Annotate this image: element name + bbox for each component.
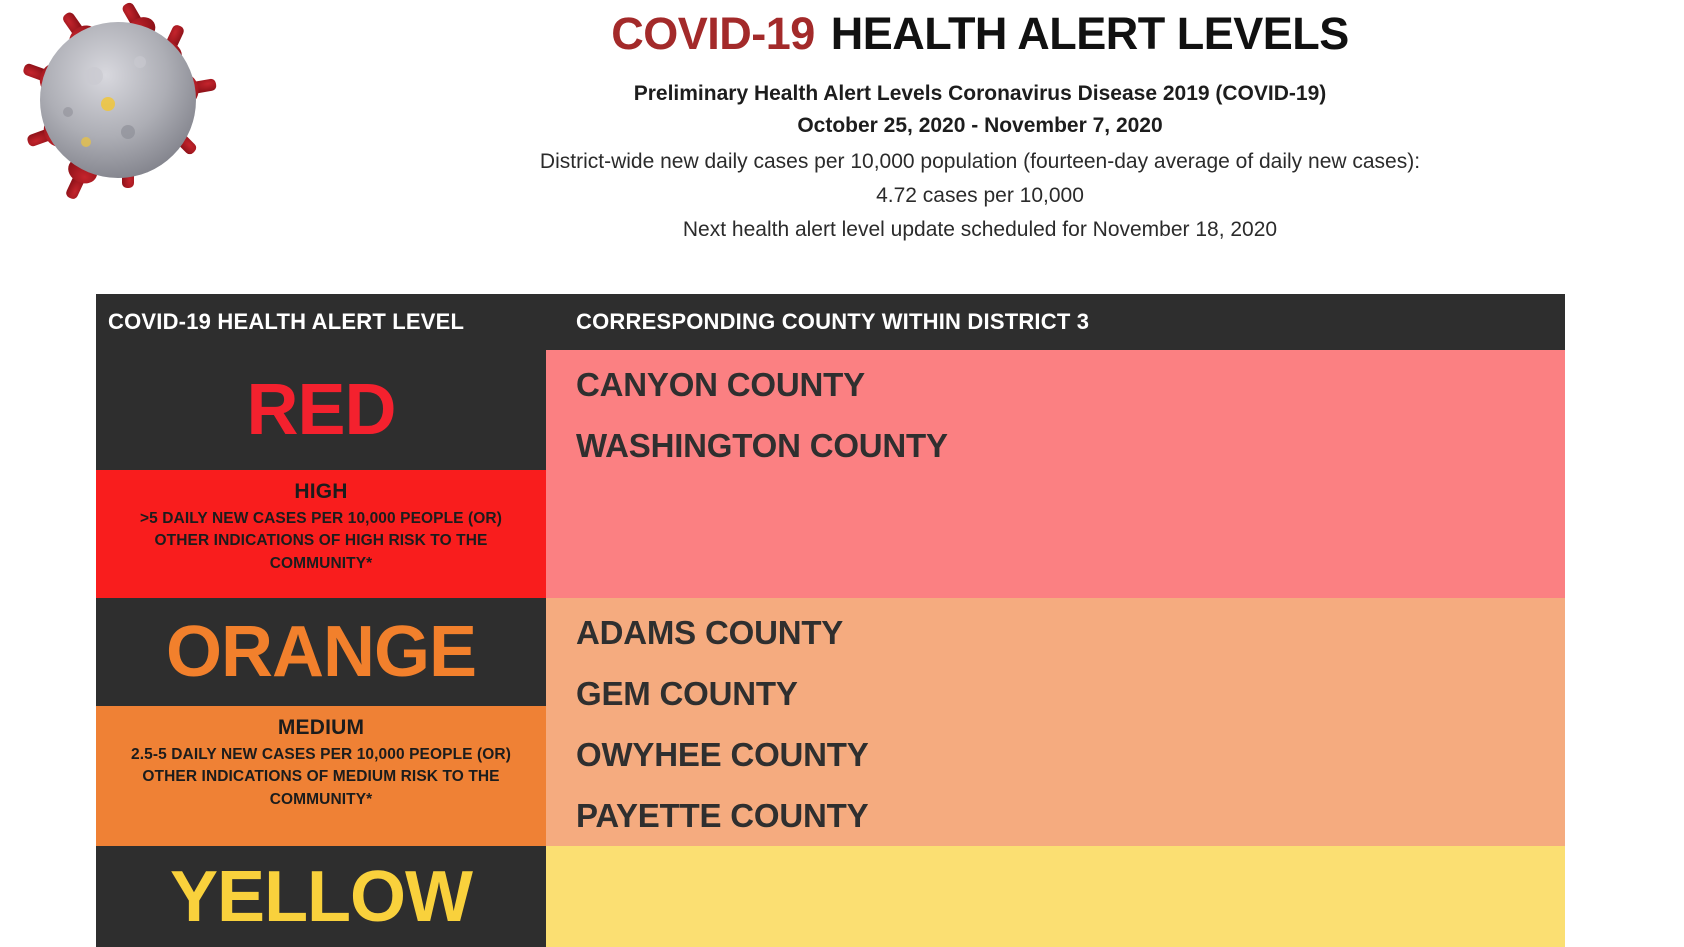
- subtitle-date-range: October 25, 2020 - November 7, 2020: [797, 114, 1163, 138]
- list-item: CANYON COUNTY: [576, 366, 865, 403]
- list-item: OWYHEE COUNTY: [576, 736, 869, 773]
- level-name-yellow: YELLOW: [170, 856, 472, 937]
- risk-text-medium: 2.5-5 DAILY NEW CASES PER 10,000 PEOPLE (OR) OTHER INDICATIONS OF MEDIUM RISK TO THE COMMUNITY*: [131, 746, 511, 808]
- level-cell-yellow: [96, 846, 546, 947]
- level-cell-orange: [96, 598, 546, 846]
- alert-level-table: [96, 294, 1565, 947]
- level-description-red: [96, 470, 546, 598]
- column-header-counties: CORRESPONDING COUNTY WITHIN DISTRICT 3: [576, 309, 1090, 334]
- coronavirus-image: [8, 0, 276, 244]
- counties-cell-yellow: [546, 846, 1565, 947]
- header: [276, 0, 1684, 247]
- list-item: ADAMS COUNTY: [576, 614, 844, 651]
- counties-cell-orange: [546, 598, 1565, 846]
- table-row: [96, 350, 1565, 598]
- list-item: WASHINGTON COUNTY: [576, 427, 948, 464]
- level-name-orange: ORANGE: [165, 612, 477, 692]
- column-header-alert-level: COVID-19 HEALTH ALERT LEVEL: [108, 309, 465, 334]
- title-rest: HEALTH ALERT LEVELS: [830, 8, 1349, 59]
- subtitle-next-update: Next health alert level update scheduled for November 18, 2020: [682, 217, 1278, 241]
- title-covid: COVID-19: [611, 8, 815, 59]
- level-cell-red: [96, 350, 546, 598]
- subtitle-district-rate-value: 4.72 cases per 10,000: [876, 183, 1084, 207]
- risk-label-high: HIGH: [294, 480, 348, 503]
- level-name-red: RED: [246, 370, 396, 450]
- subtitle-district-rate-label: District-wide new daily cases per 10,000 population (fourteen-day average of daily new cases):: [539, 149, 1421, 173]
- risk-text-high: >5 DAILY NEW CASES PER 10,000 PEOPLE (OR) OTHER INDICATIONS OF HIGH RISK TO THE COMMUNITY*: [139, 510, 502, 572]
- subtitle-preliminary: Preliminary Health Alert Levels Coronavirus Disease 2019 (COVID-19): [633, 81, 1327, 105]
- table-row: [96, 598, 1565, 846]
- table-row: [96, 846, 1565, 947]
- counties-cell-red: [546, 350, 1565, 598]
- level-description-orange: [96, 706, 546, 846]
- list-item: PAYETTE COUNTY: [576, 797, 869, 834]
- page-title: [276, 8, 1684, 60]
- risk-label-medium: MEDIUM: [277, 716, 365, 739]
- table-header-row: [96, 294, 1565, 350]
- list-item: GEM COUNTY: [576, 675, 798, 712]
